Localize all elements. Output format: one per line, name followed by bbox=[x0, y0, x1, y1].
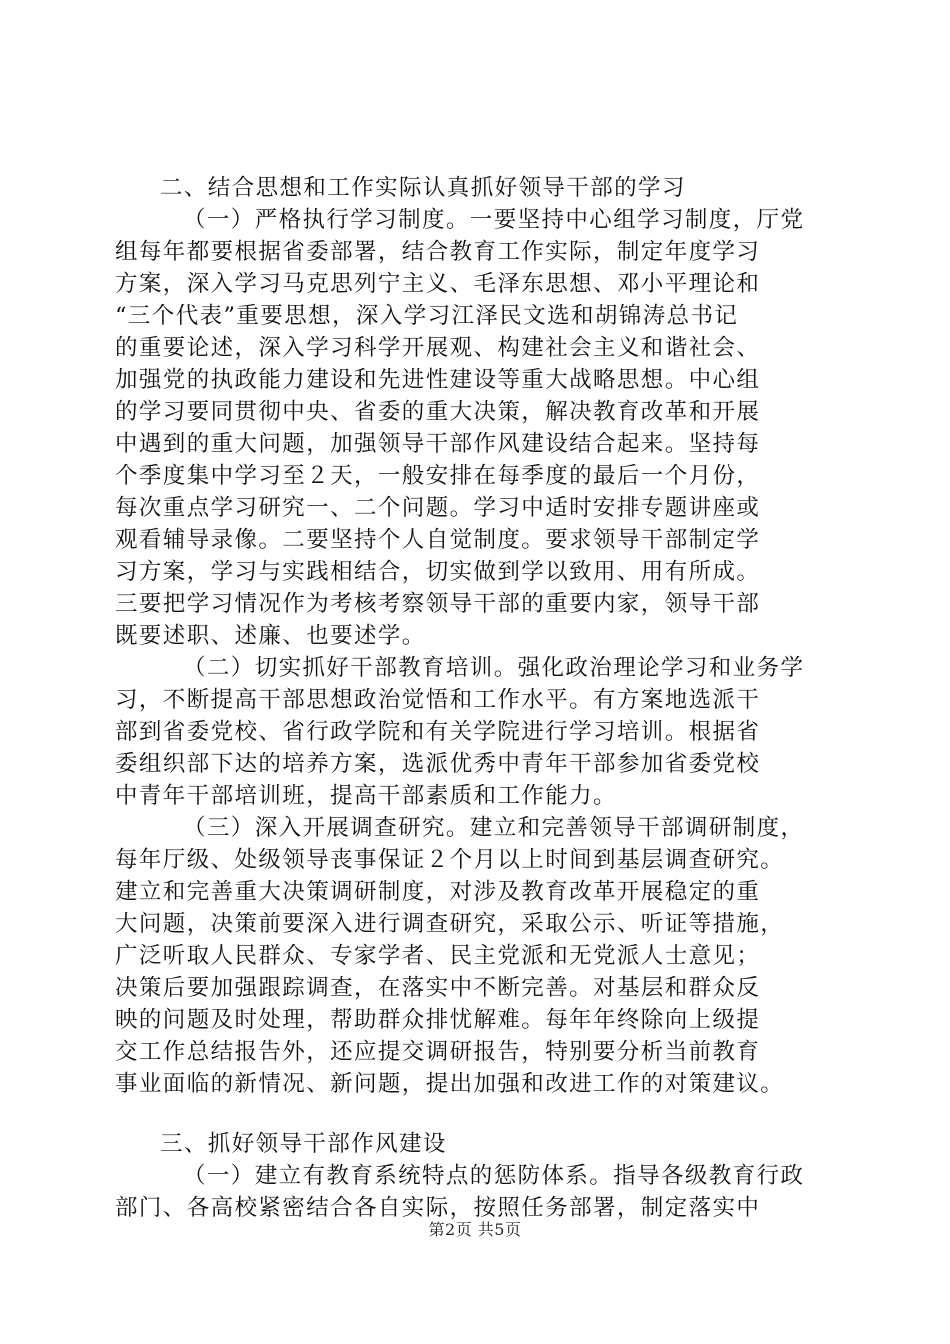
paragraph-2-1 bbox=[115, 204, 837, 652]
section-heading-2: 二、结合思想和工作实际认真抓好领导干部的学习 bbox=[160, 175, 686, 201]
paragraph-2-3 bbox=[115, 812, 837, 1100]
text-line: 组每年都要根据省委部署，结合教育工作实际，制定年度学习 bbox=[115, 239, 761, 265]
text-line: 事业面临的新情况、新问题，提出加强和改进工作的对策建议。 bbox=[115, 1071, 785, 1097]
text-line: 委组织部下达的培养方案，选派优秀中青年干部参加省委党校 bbox=[115, 751, 761, 777]
text-line: 部门、各高校紧密结合各自实际，按照任务部署，制定落实中 bbox=[115, 1195, 761, 1221]
text-line: （二）切实抓好干部教育培训。强化政治理论学习和业务学 bbox=[183, 655, 805, 681]
text-line: （一）建立有教育系统特点的惩防体系。指导各级教育行政 bbox=[183, 1163, 805, 1189]
text-line: 的重要论述，深入学习科学开展观、构建社会主义和谐社会、 bbox=[115, 335, 761, 361]
text-line: 习，不断提高干部思想政治觉悟和工作水平。有方案地选派干 bbox=[115, 687, 761, 713]
document-body bbox=[115, 172, 837, 1224]
page-footer: 第2页 共5页 bbox=[428, 1220, 522, 1239]
paragraph-2-2 bbox=[115, 652, 837, 812]
text-line: 每年厅级、处级领导丧事保证２个月以上时间到基层调查研究。 bbox=[115, 847, 785, 873]
text-line: 交工作总结报告外，还应提交调研报告，特别要分析当前教育 bbox=[115, 1039, 761, 1065]
paragraph-3-1 bbox=[115, 1160, 837, 1224]
text-line: 个季度集中学习至２天，一般安排在每季度的最后一个月份， bbox=[115, 463, 761, 489]
text-line: 每次重点学习研究一、二个问题。学习中适时安排专题讲座或 bbox=[115, 495, 761, 521]
text-line: （三）深入开展调查研究。建立和完善领导干部调研制度， bbox=[183, 815, 805, 841]
text-line: 广泛听取人民群众、专家学者、民主党派和无党派人士意见； bbox=[115, 943, 761, 969]
text-line: 中青年干部培训班，提高干部素质和工作能力。 bbox=[115, 783, 617, 809]
text-line: 大问题，决策前要深入进行调查研究，采取公示、听证等措施， bbox=[115, 911, 785, 937]
text-line: 方案，深入学习马克思列宁主义、毛泽东思想、邓小平理论和 bbox=[115, 271, 761, 297]
text-line: 观看辅导录像。二要坚持个人自觉制度。要求领导干部制定学 bbox=[115, 527, 761, 553]
text-line: （一）严格执行学习制度。一要坚持中心组学习制度，厅党 bbox=[183, 207, 805, 233]
text-line: 中遇到的重大问题，加强领导干部作风建设结合起来。坚持每 bbox=[115, 431, 761, 457]
section-spacer bbox=[115, 1100, 837, 1128]
text-line: 的学习要同贯彻中央、省委的重大决策，解决教育改革和开展 bbox=[115, 399, 761, 425]
text-line: 既要述职、述廉、也要述学。 bbox=[115, 623, 426, 649]
text-line: 决策后要加强跟踪调查，在落实中不断完善。对基层和群众反 bbox=[115, 975, 761, 1001]
text-line: 习方案，学习与实践相结合，切实做到学以致用、用有所成。 bbox=[115, 559, 761, 585]
text-line: 加强党的执政能力建设和先进性建设等重大战略思想。中心组 bbox=[115, 367, 761, 393]
text-line: 三要把学习情况作为考核考察领导干部的重要内家，领导干部 bbox=[115, 591, 761, 617]
section-heading-3: 三、抓好领导干部作风建设 bbox=[160, 1131, 447, 1157]
text-line: 部到省委党校、省行政学院和有关学院进行学习培训。根据省 bbox=[115, 719, 761, 745]
text-line: “三个代表”重要思想，深入学习江泽民文选和胡锦涛总书记 bbox=[115, 303, 739, 329]
text-line: 映的问题及时处理，帮助群众排忧解难。每年年终除向上级提 bbox=[115, 1007, 761, 1033]
text-line: 建立和完善重大决策调研制度，对涉及教育改革开展稳定的重 bbox=[115, 879, 761, 905]
